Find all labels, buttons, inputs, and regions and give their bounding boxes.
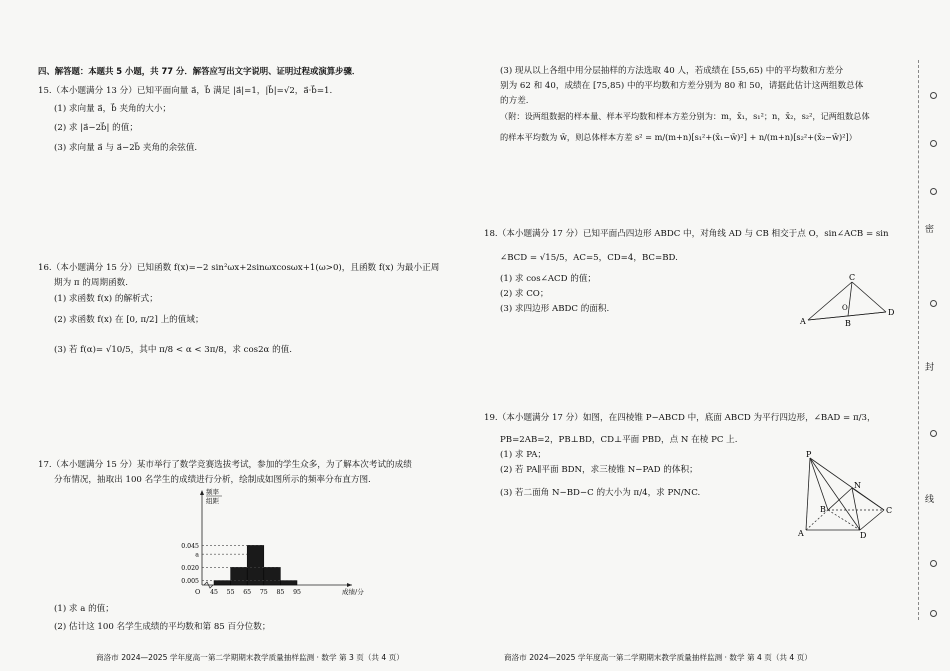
q16-part1: (1) 求函数 f(x) 的解析式； — [54, 294, 158, 304]
y-axis-label-top: 频率 — [206, 488, 219, 496]
binding-char-xian: 线 — [925, 495, 935, 505]
y-tick-label: 0.020 — [181, 564, 199, 572]
x-axis-arrow — [347, 583, 352, 587]
q15-part3: (3) 求向量 a⃗ 与 a⃗−2b⃗ 夹角的余弦值. — [54, 143, 198, 153]
y-axis-label-bottom: 组距 — [206, 497, 219, 505]
binding-hole — [930, 430, 937, 437]
q16-stem-line1: 16.（本小题满分 15 分）已知函数 f(x)=−2 sin²ωx+2sinωxcosωx+1(ω>0)，且函数 f(x) 为最小正周 — [38, 263, 440, 273]
origin-label: O — [195, 588, 201, 596]
binding-hole — [930, 188, 937, 195]
footer-page4: 商洛市 2024—2025 学年度高一第二学期期末教学质量抽样监测 · 数学 第 4 页（共 4 页） — [504, 653, 812, 662]
x-tick-label: 95 — [293, 589, 301, 596]
q17-appendix-line1: （附：设两组数据的样本量、样本平均数和样本方差分别为：m，x̄₁，s₁²；n，x̄₂，s₂²，记两组数总体 — [500, 111, 870, 121]
q17-part3-line3: 的方差. — [500, 96, 529, 106]
binding-hole — [930, 610, 937, 617]
q17-part2: (2) 估计这 100 名学生成绩的平均数和第 85 百分位数； — [54, 622, 271, 632]
x-tick-label: 55 — [226, 589, 235, 596]
x-tick-label: 45 — [210, 589, 218, 596]
y-tick-label: 0.045 — [181, 542, 199, 550]
label-C: C — [849, 273, 856, 282]
q15-part2: (2) 求 |a⃗−2b⃗| 的值； — [54, 123, 138, 133]
q16-part3: (3) 若 f(α)= √10/5，其中 π/8 < α < 3π/8，求 cos2α 的值. — [54, 345, 292, 355]
q15-part1: (1) 求向量 a⃗，b⃗ 夹角的大小； — [54, 104, 172, 114]
q18-part2: (2) 求 CO； — [500, 289, 549, 299]
label-D: D — [888, 308, 895, 317]
q17-stem-line1: 17.（本小题满分 15 分）某市举行了数学竞赛选拔考试，参加的学生众多，为了解本次考试的成绩 — [38, 460, 412, 470]
q19-part1: (1) 求 PA； — [500, 450, 547, 460]
label-C: C — [886, 506, 893, 515]
histogram-bar — [280, 581, 297, 585]
q17-part3-line2: 别为 62 和 40，成绩在 [75,85) 中的平均数和方差分别为 80 和 50，请据此估计这两组数总体 — [500, 81, 864, 91]
footer-page3: 商洛市 2024—2025 学年度高一第二学期期末教学质量抽样监测 · 数学 第 3 页（共 4 页） — [96, 653, 404, 662]
q19-part3: (3) 若二面角 N−BD−C 的大小为 π/4，求 PN/NC. — [500, 488, 701, 498]
binding-char-mi: 密 — [925, 225, 935, 235]
section-header: 四、解答题：本题共 5 小题，共 77 分．解答应写出文字说明、证明过程或演算步骤． — [38, 66, 361, 76]
q18-quadrilateral-figure — [800, 270, 896, 332]
q18-part3: (3) 求四边形 ABDC 的面积. — [500, 304, 610, 314]
q18-part1: (1) 求 cos∠ACD 的值； — [500, 274, 597, 284]
q19-part2: (2) 若 PA∥平面 BDN，求三棱锥 N−PAD 的体积； — [500, 465, 698, 475]
y-tick-label: 0.005 — [181, 578, 199, 586]
label-B: B — [845, 319, 851, 328]
x-tick-label: 65 — [243, 589, 252, 596]
x-tick-label: 75 — [259, 589, 268, 596]
binding-hole — [930, 140, 937, 147]
q17-part1: (1) 求 a 的值； — [54, 604, 114, 614]
binding-hole — [930, 92, 937, 99]
label-O: O — [842, 304, 848, 312]
histogram-bar — [264, 567, 281, 585]
label-P: P — [806, 450, 812, 459]
page-4 — [478, 0, 950, 671]
label-B: B — [820, 505, 826, 514]
label-A: A — [798, 529, 804, 538]
label-A: A — [800, 317, 806, 326]
q19-stem-line1: 19.（本小题满分 17 分）如图，在四棱锥 P−ABCD 中，底面 ABCD 为平行四边形，∠BAD = π/3， — [484, 413, 876, 423]
q18-stem-line1: 18.（本小题满分 17 分）已知平面凸四边形 ABDC 中，对角线 AD 与 CB 相交于点 O，sin∠ACB = sin — [484, 229, 889, 239]
binding-hole — [930, 300, 937, 307]
x-axis-label: 成绩/分 — [342, 588, 364, 596]
q16-part2: (2) 求函数 f(x) 在 [0, π/2] 上的值域； — [54, 315, 204, 325]
q19-pyramid-figure — [796, 448, 896, 540]
histogram-bar — [231, 567, 248, 585]
q17-part3-line1: (3) 现从以上各组中用分层抽样的方法选取 40 人，若成绩在 [55,65) 中的平均数和方差分 — [500, 66, 844, 76]
histogram-bar — [214, 581, 231, 585]
histogram-bar — [247, 545, 264, 585]
label-D: D — [860, 531, 867, 540]
label-N: N — [854, 481, 861, 490]
binding-char-feng: 封 — [925, 363, 935, 373]
x-tick-label: 85 — [276, 589, 285, 596]
q17-stem-line2: 分布情况，抽取出 100 名学生的成绩进行分析，绘制成如图所示的频率分布直方图. — [54, 475, 371, 485]
y-tick-label: a — [195, 551, 199, 559]
q19-stem-line2: PB=2AB=2，PB⊥BD，CD⊥平面 PBD，点 N 在棱 PC 上. — [500, 435, 738, 445]
y-axis-arrow — [200, 490, 204, 495]
q15-stem: 15.（本小题满分 13 分）已知平面向量 a⃗，b⃗ 满足 |a⃗|=1，|b⃗|=√2，a⃗·b⃗=1. — [38, 86, 333, 96]
q17-appendix-line2: 的样本平均数为 w̄，则总体样本方差 s² = m/(m+n)[s₁²+(x̄₁−w̄)²] + n/(m+n)[s₂²+(x̄₂−w̄)²]） — [500, 132, 857, 142]
q16-stem-line2: 期为 π 的周期函数. — [54, 278, 128, 288]
binding-cut-line — [918, 60, 919, 620]
q18-stem-line2: ∠BCD = √15/5，AC=5，CD=4，BC=BD. — [500, 253, 678, 263]
binding-hole — [930, 560, 937, 567]
frequency-histogram — [160, 484, 364, 606]
